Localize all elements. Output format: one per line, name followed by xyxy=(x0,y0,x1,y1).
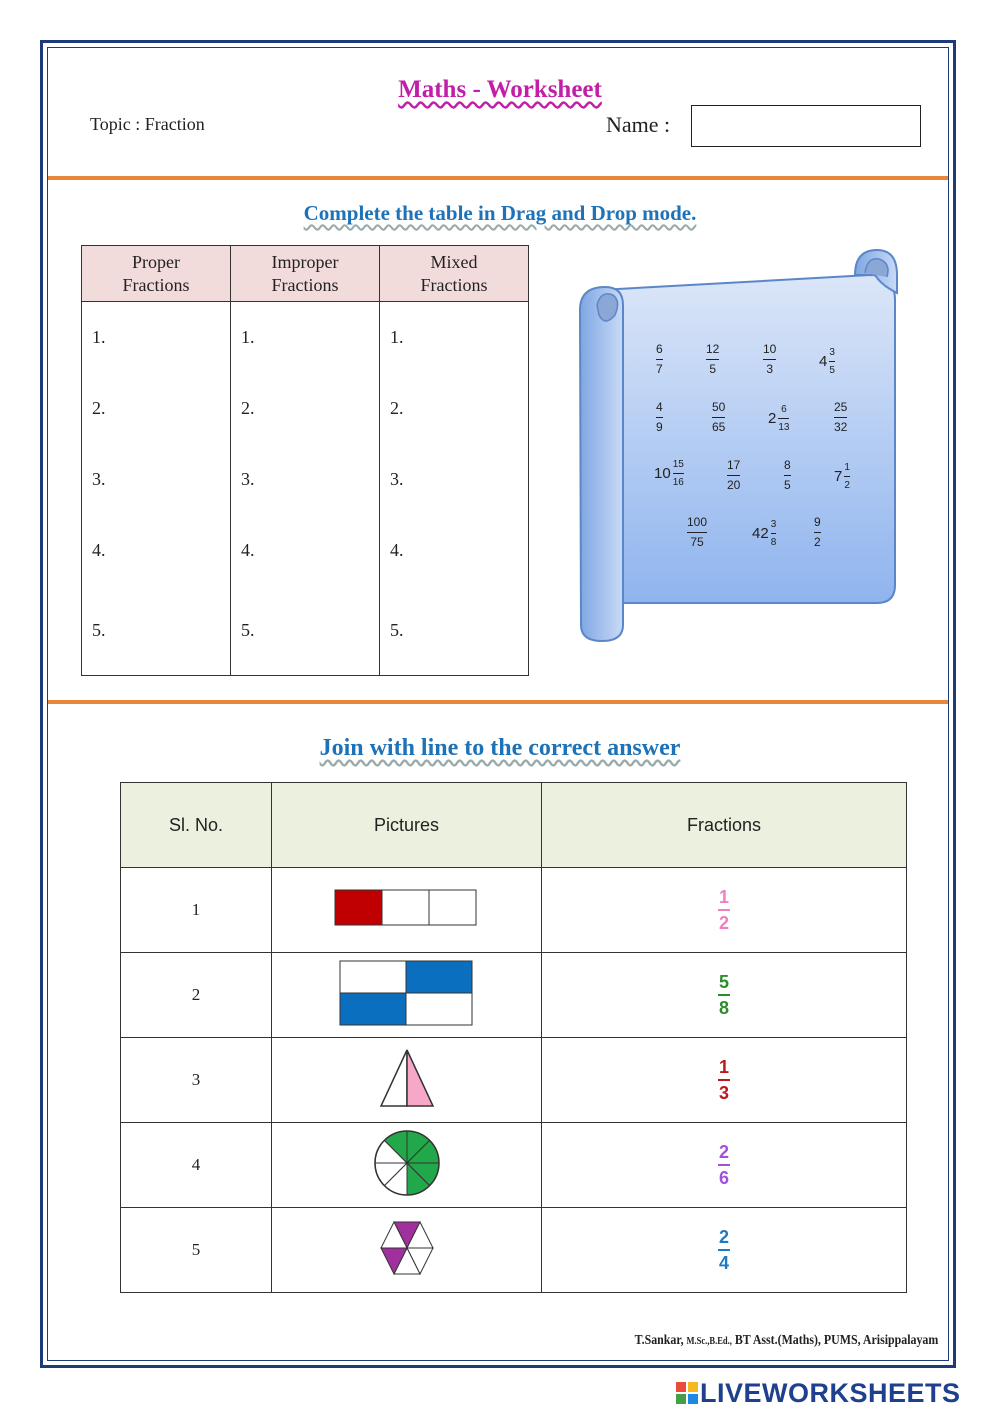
table-row xyxy=(121,1208,907,1293)
drop-cell[interactable]: 1. xyxy=(231,302,380,374)
numerator: 6 xyxy=(656,342,663,356)
drop-cell[interactable]: 3. xyxy=(380,444,529,515)
numerator: 3 xyxy=(829,347,835,358)
sl-no: 2 xyxy=(121,953,272,1038)
circle-eighths-picture xyxy=(373,1129,441,1197)
col-proper-header: Proper Fractions xyxy=(82,246,231,302)
triangle-halves-picture xyxy=(379,1048,435,1108)
drop-cell[interactable]: 5. xyxy=(82,586,231,676)
drop-cell[interactable]: 4. xyxy=(380,515,529,586)
draggable-fraction[interactable] xyxy=(834,401,847,434)
table-row xyxy=(82,302,529,374)
whole-part: 7 xyxy=(834,468,843,485)
section1-title: Complete the table in Drag and Drop mode. xyxy=(303,201,697,225)
draggable-fraction[interactable] xyxy=(752,519,776,548)
denominator: 7 xyxy=(656,362,663,376)
denominator: 8 xyxy=(770,537,777,548)
drop-cell[interactable]: 3. xyxy=(82,444,231,515)
author-name: T.Sankar, xyxy=(634,1333,684,1348)
denominator: 2 xyxy=(844,480,850,491)
denominator: 9 xyxy=(656,420,663,434)
whole-part: 4 xyxy=(819,353,828,370)
denominator: 4 xyxy=(718,1253,729,1273)
divider-top xyxy=(48,176,948,180)
denominator: 32 xyxy=(834,420,848,434)
rectangle-thirds-picture xyxy=(334,888,480,928)
fraction-cell[interactable] xyxy=(542,1208,907,1293)
fractions-header: Fractions xyxy=(542,783,907,868)
denominator: 75 xyxy=(690,535,704,549)
draggable-fraction[interactable] xyxy=(814,516,821,549)
drop-cell[interactable]: 1. xyxy=(82,302,231,374)
drop-cell[interactable]: 5. xyxy=(380,586,529,676)
whole-part: 2 xyxy=(768,410,777,427)
fraction-cell[interactable] xyxy=(542,953,907,1038)
topic-label: Topic : Fraction xyxy=(90,114,205,134)
author-credit xyxy=(634,1333,938,1349)
matching-table xyxy=(120,782,907,1293)
picture-cell[interactable] xyxy=(272,953,542,1038)
fraction-answer xyxy=(718,887,730,933)
col-improper-header: Improper Fractions xyxy=(231,246,380,302)
fraction-cell[interactable] xyxy=(542,1123,907,1208)
draggable-fraction[interactable] xyxy=(727,459,740,492)
table-row xyxy=(82,373,529,444)
numerator: 4 xyxy=(656,400,663,414)
sl-no: 4 xyxy=(121,1123,272,1208)
denominator: 2 xyxy=(718,913,729,933)
numerator: 17 xyxy=(727,458,741,472)
draggable-fraction[interactable] xyxy=(712,401,725,434)
numerator: 100 xyxy=(687,515,708,529)
numerator: 25 xyxy=(834,400,848,414)
table-row xyxy=(82,586,529,676)
name-label: Name : xyxy=(606,112,671,137)
fraction-cell[interactable] xyxy=(542,868,907,953)
drop-cell[interactable]: 4. xyxy=(231,515,380,586)
drop-cell[interactable]: 1. xyxy=(380,302,529,374)
fraction-sort-table xyxy=(81,245,529,676)
denominator: 6 xyxy=(718,1168,729,1188)
draggable-fraction[interactable] xyxy=(656,401,663,434)
numerator: 15 xyxy=(672,459,684,470)
draggable-fraction[interactable] xyxy=(763,343,776,376)
sl-no: 3 xyxy=(121,1038,272,1123)
picture-cell[interactable] xyxy=(272,1038,542,1123)
sl-no: 5 xyxy=(121,1208,272,1293)
drop-cell[interactable]: 4. xyxy=(82,515,231,586)
draggable-fraction[interactable] xyxy=(819,347,835,376)
draggable-fraction[interactable] xyxy=(706,343,719,376)
liveworksheets-logo-icon xyxy=(676,1382,698,1409)
table-row xyxy=(121,1123,907,1208)
numerator: 1 xyxy=(718,887,729,907)
numerator: 10 xyxy=(763,342,777,356)
denominator: 5 xyxy=(709,362,717,376)
draggable-fraction[interactable] xyxy=(656,343,663,376)
worksheet-title: Maths - Worksheet xyxy=(398,76,602,103)
denominator: 5 xyxy=(829,365,835,376)
denominator: 5 xyxy=(784,478,791,492)
denominator: 8 xyxy=(718,998,729,1018)
draggable-fraction[interactable] xyxy=(654,459,684,488)
sl-no-header: Sl. No. xyxy=(121,783,272,868)
draggable-fraction[interactable] xyxy=(834,462,850,491)
divider-middle xyxy=(48,700,948,704)
scroll-image xyxy=(575,245,905,645)
numerator: 8 xyxy=(784,458,791,472)
author-designation: BT Asst.(Maths), PUMS, Arisippalayam xyxy=(734,1333,938,1348)
fraction-answer xyxy=(718,1057,730,1103)
denominator: 16 xyxy=(672,477,684,488)
liveworksheets-logo: LIVEWORKSHEETS xyxy=(700,1378,961,1408)
fraction-answer xyxy=(718,1227,730,1273)
table-row xyxy=(121,1038,907,1123)
draggable-fraction[interactable] xyxy=(784,459,791,492)
numerator: 1 xyxy=(718,1057,729,1077)
denominator: 20 xyxy=(727,478,741,492)
picture-cell[interactable] xyxy=(272,868,542,953)
table-row xyxy=(121,868,907,953)
draggable-fraction[interactable] xyxy=(768,404,789,433)
section2-title: Join with line to the correct answer xyxy=(319,735,681,761)
pictures-header: Pictures xyxy=(272,783,542,868)
numerator: 6 xyxy=(781,404,787,415)
numerator: 1 xyxy=(844,462,850,473)
drop-cell[interactable]: 2. xyxy=(380,373,529,444)
numerator: 9 xyxy=(814,515,821,529)
denominator: 2 xyxy=(814,535,821,549)
name-input[interactable] xyxy=(691,105,921,147)
numerator: 2 xyxy=(718,1227,729,1247)
rectangle-quarters-picture xyxy=(339,960,475,1026)
fraction-answer xyxy=(718,1142,730,1188)
whole-part: 10 xyxy=(654,465,671,482)
table-row xyxy=(82,515,529,586)
picture-cell[interactable] xyxy=(272,1123,542,1208)
drop-cell[interactable]: 2. xyxy=(231,373,380,444)
author-qualification: M.Sc.,B.Ed., xyxy=(686,1336,732,1347)
whole-part: 42 xyxy=(752,525,769,542)
drop-cell[interactable]: 3. xyxy=(231,444,380,515)
col-mixed-header: Mixed Fractions xyxy=(380,246,529,302)
numerator: 12 xyxy=(706,342,720,356)
table-row xyxy=(82,444,529,515)
denominator: 3 xyxy=(718,1083,729,1103)
denominator: 13 xyxy=(778,422,790,433)
drop-cell[interactable]: 2. xyxy=(82,373,231,444)
denominator: 3 xyxy=(766,362,774,376)
drop-cell[interactable]: 5. xyxy=(231,586,380,676)
sl-no: 1 xyxy=(121,868,272,953)
numerator: 50 xyxy=(712,400,726,414)
numerator: 2 xyxy=(718,1142,729,1162)
draggable-fraction[interactable] xyxy=(687,516,707,549)
hexagon-sixths-picture xyxy=(379,1218,435,1278)
numerator: 3 xyxy=(770,519,777,530)
table-row xyxy=(121,953,907,1038)
picture-cell[interactable] xyxy=(272,1208,542,1293)
denominator: 65 xyxy=(712,420,726,434)
fraction-cell[interactable] xyxy=(542,1038,907,1123)
fraction-answer xyxy=(718,972,730,1018)
numerator: 5 xyxy=(718,972,729,992)
